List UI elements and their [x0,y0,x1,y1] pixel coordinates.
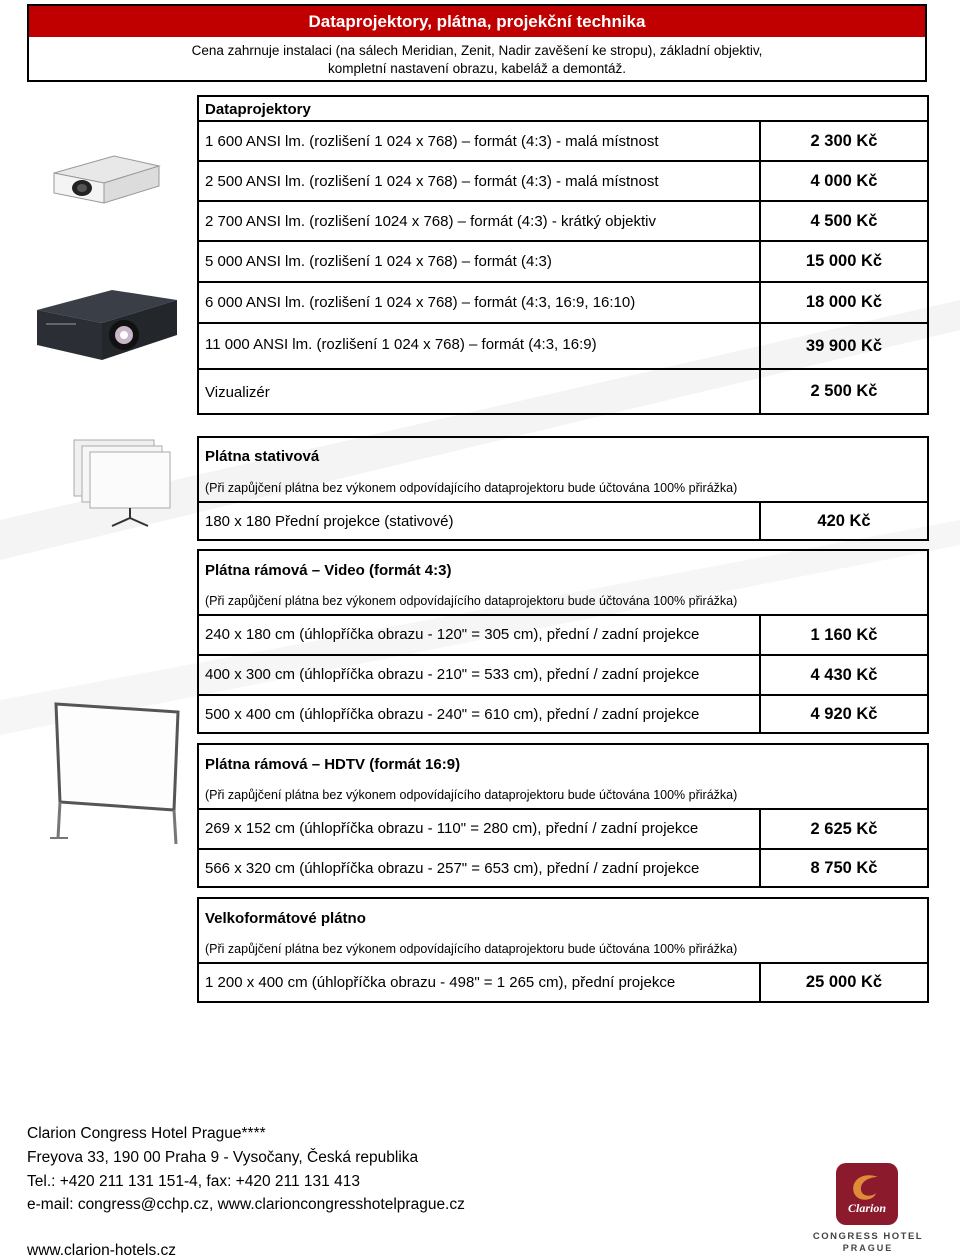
frame-video-table [197,549,929,734]
section-title-frame-hdtv: Plátna rámová – HDTV (formát 16:9) [205,756,461,773]
table-row: 500 x 400 cm (úhlopříčka obrazu - 240" = 610 cm), přední / zadní projekce 4 920 Kč [199,694,927,732]
projectors-table [197,95,929,415]
footer-email: e-mail: congress@cchp.cz, www.clarioncongresshotelprague.cz [27,1196,465,1213]
footer-phone: Tel.: +420 211 131 151-4, fax: +420 211 131 413 [27,1173,360,1190]
table-row: 566 x 320 cm (úhlopříčka obrazu - 257" = 653 cm), přední / zadní projekce 8 750 Kč [199,848,927,886]
footer-address: Freyova 33, 190 00 Praha 9 - Vysočany, Česká republika [27,1149,419,1166]
logo-caption-city: PRAGUE [842,1243,894,1253]
header-subtitle: Cena zahrnuje instalaci (na sálech Meridian, Zenit, Nadir zavěšení ke stropu), základní objektiv, kompletní nastavení obrazu, kabeláž a demontáž. [191,43,763,76]
frame-hdtv-table [197,743,929,888]
projector-large-icon [32,285,182,365]
logo-brand-text: Clarion [847,1201,886,1215]
clarion-logo [808,1163,928,1258]
logo-badge [836,1163,898,1225]
table-row: 400 x 300 cm (úhlopříčka obrazu - 210" = 533 cm), přední / zadní projekce 4 430 Kč [199,654,927,694]
section-title-stand-screens: Plátna stativová [205,448,320,465]
table-row: Vizualizér 2 500 Kč [199,368,927,413]
table-row: 2 500 ANSI lm. (rozlišení 1 024 x 768) – formát (4:3) - malá místnost 4 000 Kč [199,160,927,200]
header [27,4,927,82]
stand-screen-icon [68,436,178,528]
table-row: 5 000 ANSI lm. (rozlišení 1 024 x 768) – formát (4:3) 15 000 Kč [199,240,927,281]
footer-web: www.clarion-hotels.cz [27,1242,177,1259]
surcharge-note: (Při zapůjčení plátna bez výkonem odpovídajícího dataprojektoru bude účtována 100% přirážka) [205,481,738,495]
projector-small-icon [44,148,164,208]
table-row: 180 x 180 Přední projekce (stativové) 420 Kč [199,501,927,539]
section-title-projectors: Dataprojektory [205,101,311,118]
table-row: 11 000 ANSI lm. (rozlišení 1 024 x 768) – formát (4:3, 16:9) 39 900 Kč [199,322,927,368]
surcharge-note: (Při zapůjčení plátna bez výkonem odpovídajícího dataprojektoru bude účtována 100% přirážka) [205,594,738,608]
table-row: 1 600 ANSI lm. (rozlišení 1 024 x 768) – formát (4:3) - malá místnost 2 300 Kč [199,120,927,160]
table-row: 269 x 152 cm (úhlopříčka obrazu - 110" = 280 cm), přední / zadní projekce 2 625 Kč [199,808,927,848]
section-title-large-format: Velkoformátové plátno [205,910,366,927]
table-row: 240 x 180 cm (úhlopříčka obrazu - 120" = 305 cm), přední / zadní projekce 1 160 Kč [199,614,927,654]
footer-hotel-name: Clarion Congress Hotel Prague**** [27,1125,266,1142]
table-row: 6 000 ANSI lm. (rozlišení 1 024 x 768) – formát (4:3, 16:9, 16:10) 18 000 Kč [199,281,927,322]
surcharge-note: (Při zapůjčení plátna bez výkonem odpovídajícího dataprojektoru bude účtována 100% přirážka) [205,942,738,956]
page-title: Dataprojektory, plátna, projekční technika [29,6,925,37]
stand-screens-table [197,436,929,541]
large-format-table [197,897,929,1003]
frame-screen-icon [48,698,188,846]
section-title-frame-video: Plátna rámová – Video (formát 4:3) [205,562,452,579]
surcharge-note: (Při zapůjčení plátna bez výkonem odpovídajícího dataprojektoru bude účtována 100% přirážka) [205,788,738,802]
table-row: 2 700 ANSI lm. (rozlišení 1024 x 768) – formát (4:3) - krátký objektiv 4 500 Kč [199,200,927,240]
logo-caption: CONGRESS HOTEL [812,1231,924,1242]
table-row: 1 200 x 400 cm (úhlopříčka obrazu - 498" = 1 265 cm), přední projekce 25 000 Kč [199,962,927,1001]
